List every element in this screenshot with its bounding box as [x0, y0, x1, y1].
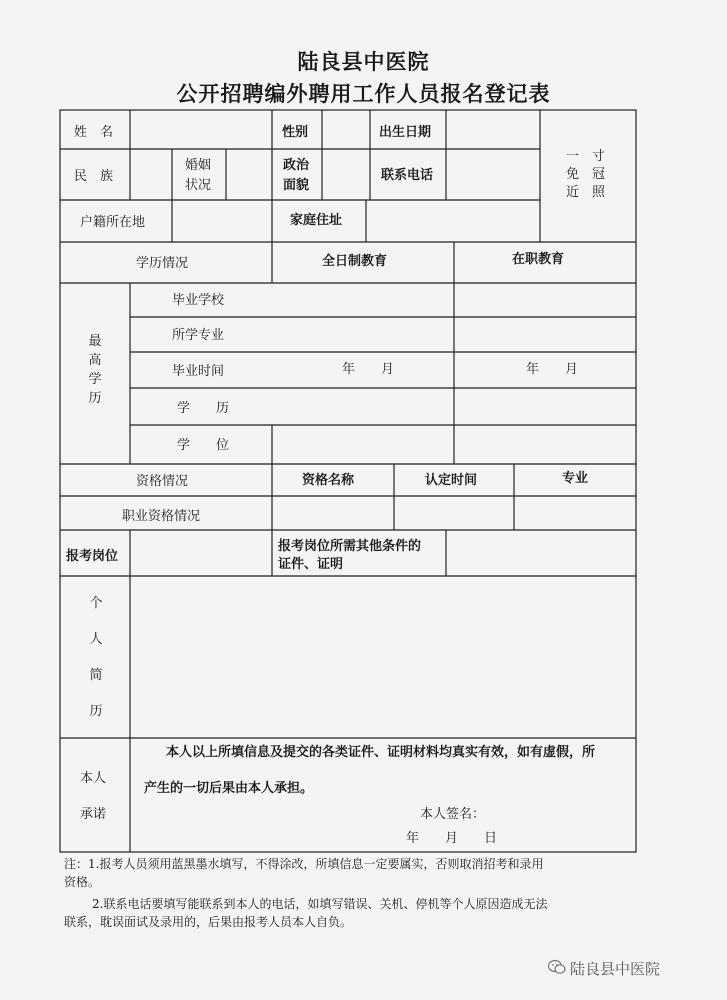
label-political-2: 面貌 [283, 178, 310, 193]
label-address: 家庭住址 [290, 213, 343, 228]
label-other-docs-2: 证件、证明 [278, 557, 344, 572]
label-phone: 联系电话 [381, 168, 434, 183]
label-major: 所学专业 [172, 328, 225, 343]
label-certification-date: 认定时间 [425, 473, 478, 488]
label-ethnicity: 民 族 [74, 169, 114, 184]
label-marital-2: 状况 [185, 178, 212, 193]
label-school: 毕业学校 [172, 293, 225, 308]
pledge-text-line1: 本人以上所填信息及提交的各类证件、证明材料均真实有效，如有虚假，所 [166, 745, 596, 760]
label-pledge-1: 本人 [80, 771, 107, 786]
pledge-text-line2: 产生的一切后果由本人承担。 [144, 781, 314, 796]
label-other-docs-1: 报考岗位所需其他条件的 [278, 539, 422, 554]
photo-label-2: 免 冠 [566, 167, 606, 182]
label-education: 学历情况 [136, 256, 189, 271]
label-gender: 性别 [282, 125, 309, 140]
label-political-1: 政治 [283, 158, 310, 173]
label-signature: 本人签名： [420, 807, 486, 822]
label-graduation-time: 毕业时间 [172, 364, 225, 379]
note-line-4: 联系，耽误面试及录用的，后果由报考人员本人自负。 [64, 915, 353, 929]
label-vocational-qualification: 职业资格情况 [122, 509, 201, 524]
note-line-3: 2.联系电话要填写能联系到本人的电话，如填写错误、关机、停机等个人原因造成无法 [92, 897, 548, 911]
photo-label-3: 近 照 [566, 185, 606, 200]
label-degree-level: 学 历 [177, 401, 230, 416]
form-title-hospital: 陆良县中医院 [297, 49, 430, 74]
label-name: 姓 名 [74, 125, 114, 140]
label-position: 报考岗位 [66, 549, 119, 564]
label-fulltime-education: 全日制教育 [322, 254, 388, 269]
note-line-1: 注：1.报考人员须用蓝黑墨水填写，不得涂改，所填信息一定要属实，否则取消招考和录用 [64, 857, 544, 871]
label-inservice-education: 在职教育 [512, 252, 565, 267]
label-hukou: 户籍所在地 [80, 215, 146, 230]
label-qualification-name: 资格名称 [302, 473, 355, 488]
fulltime-year-month: 年 月 [342, 362, 395, 377]
label-resume: 个 人 简 历 [89, 596, 103, 719]
photo-label-1: 一 寸 [566, 149, 606, 164]
label-pledge-2: 承诺 [80, 807, 107, 822]
label-highest-education: 最 高 学 历 [88, 334, 102, 406]
label-degree: 学 位 [177, 438, 230, 453]
label-qualification-major: 专业 [562, 471, 589, 486]
wechat-icon [548, 959, 566, 975]
form-title: 公开招聘编外聘用工作人员报名登记表 [176, 81, 551, 106]
label-birth-date: 出生日期 [379, 125, 432, 140]
label-qualification: 资格情况 [136, 474, 189, 489]
inservice-year-month: 年 月 [526, 362, 579, 377]
label-marital-1: 婚姻 [185, 158, 212, 173]
watermark-account-name: 陆良县中医院 [570, 960, 661, 978]
label-sign-date: 年 月 日 [406, 831, 498, 846]
note-line-2: 资格。 [64, 875, 101, 889]
